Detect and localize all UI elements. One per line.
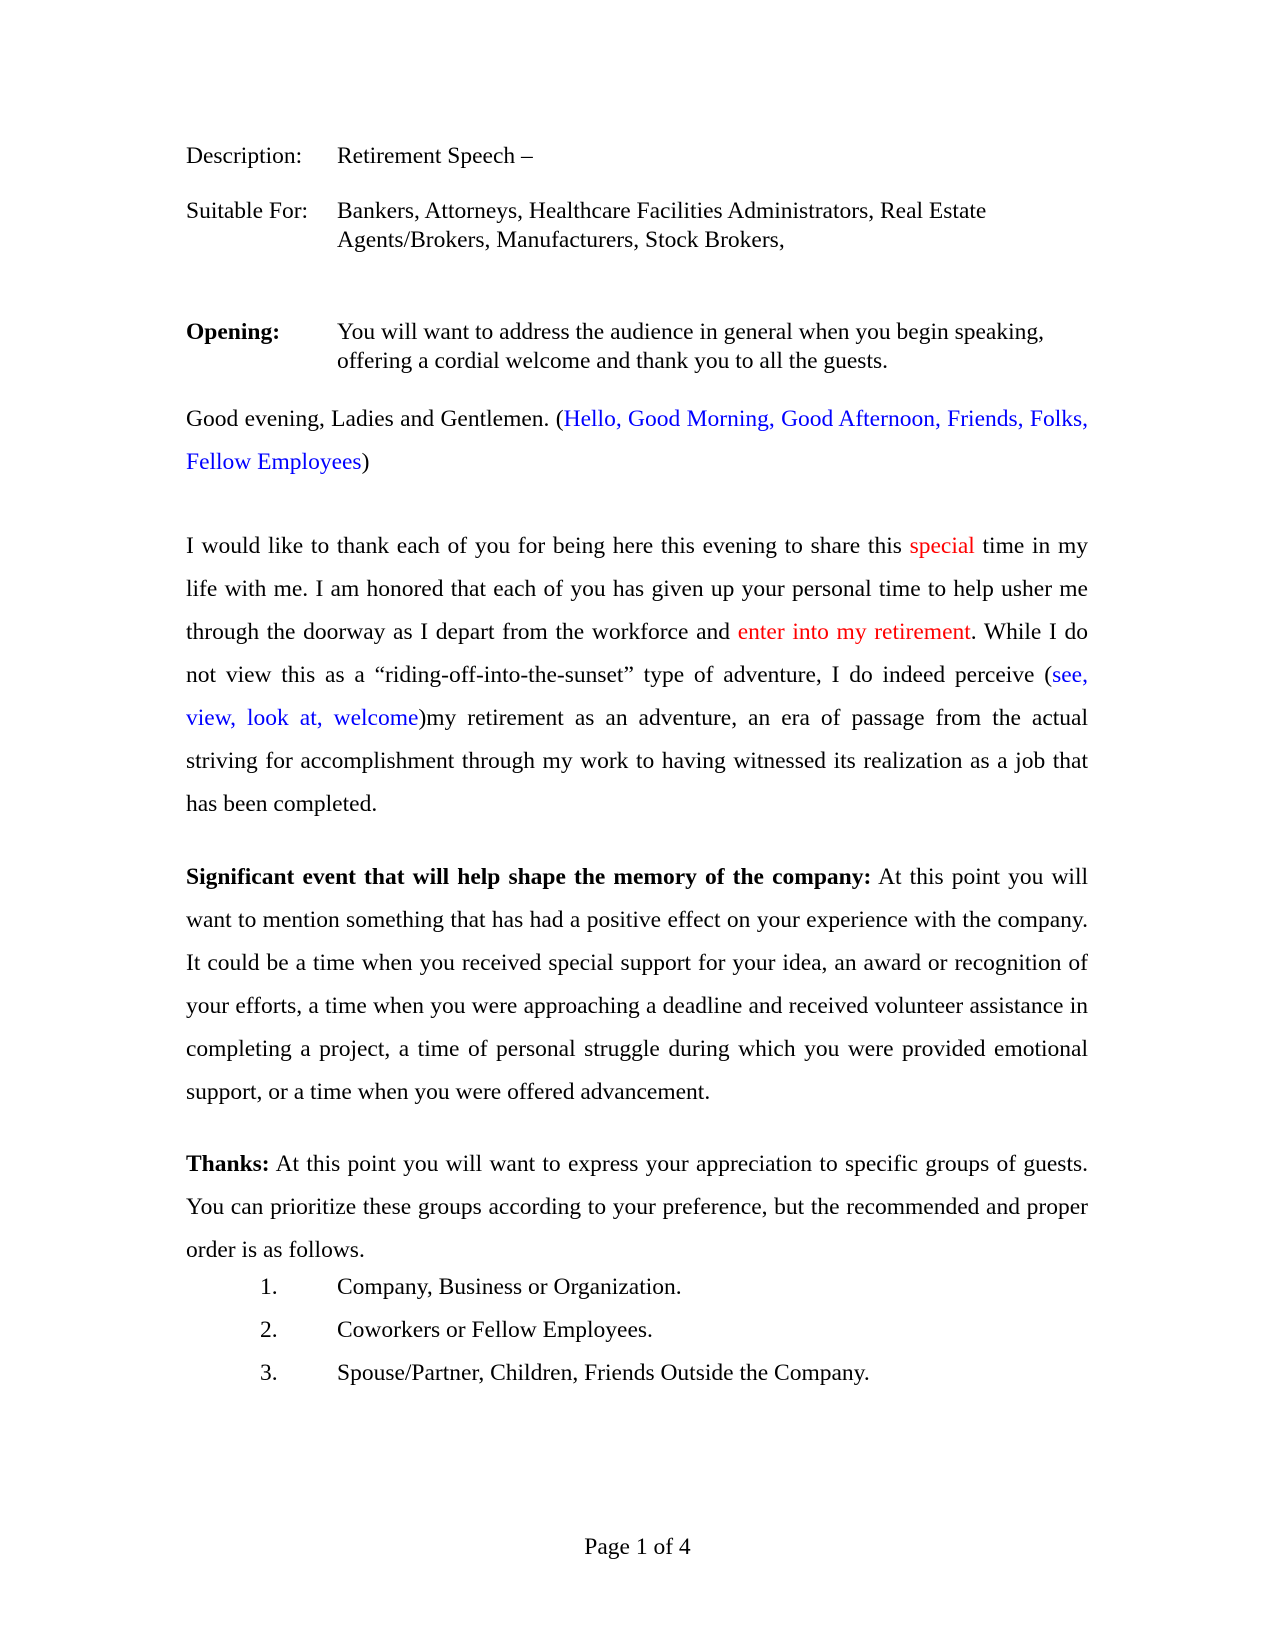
suitable-for-label: Suitable For: [186, 198, 309, 224]
page-number: Page 1 of 4 [584, 1534, 691, 1560]
list-number: 2. [260, 1317, 278, 1343]
greeting-text: Good evening, Ladies and Gentlemen. ( [186, 406, 564, 432]
description-label: Description: [186, 143, 303, 169]
thanks-text-3: . While I do not view this as a “riding-off-into-the-sunset” type of adventure, I do indeed perceive ( [186, 619, 1088, 688]
highlight-retirement: enter into my retirement [737, 619, 971, 645]
opening-label: Opening: [186, 319, 281, 345]
thanks-text-4: )my retirement as an adventure, an era of passage from the actual striving for accomplishment through my work to having witnessed its realization as a job that has been completed. [186, 705, 1088, 817]
significant-event-heading: Significant event that will help shape the memory of the company: [186, 864, 872, 890]
thanks-paragraph [186, 525, 1088, 826]
greeting-alternatives: Hello, Good Morning, Good Afternoon, Friends, Folks, Fellow Employees [186, 406, 1089, 475]
list-number: 1. [260, 1274, 278, 1300]
list-text: Company, Business or Organization. [337, 1274, 682, 1300]
greeting-close: ) [361, 449, 370, 475]
opening-value: You will want to address the audience in general when you begin speaking, offering a cordial welcome and thank you to all the guests. [337, 319, 1045, 374]
list-text: Coworkers or Fellow Employees. [337, 1317, 653, 1343]
list-number: 3. [260, 1360, 278, 1386]
thanks-text-2: time in my life with me. I am honored that each of you has given up your personal time to help usher me through the doorway as I depart from the workforce and [186, 533, 1089, 645]
thanks-section-heading: Thanks: [186, 1151, 270, 1177]
thanks-section-text: At this point you will want to express your appreciation to specific groups of guests. You can prioritize these groups according to your preference, but the recommended and proper order is as follows. [186, 1151, 1088, 1263]
greeting-paragraph [186, 398, 1088, 484]
significant-event-paragraph [186, 856, 1088, 1114]
significant-event-text: At this point you will want to mention something that has had a positive effect on your experience with the company. It could be a time when you received special support for your idea, an award or recognition of your efforts, a time when you were approaching a deadline and received volunteer assistance in completing a project, a time of personal struggle during which you were provided emotional support, or a time when you were offered advancement. [186, 864, 1088, 1105]
highlight-special: special [909, 533, 975, 559]
description-value: Retirement Speech – [337, 143, 533, 169]
perceive-alternatives: see, view, look at, welcome [186, 662, 1088, 731]
suitable-for-value: Bankers, Attorneys, Healthcare Facilities Administrators, Real Estate Agents/Brokers, Manufacturers, Stock Brokers, [337, 198, 987, 253]
list-text: Spouse/Partner, Children, Friends Outside the Company. [337, 1360, 870, 1386]
thanks-section-paragraph [186, 1143, 1088, 1272]
thanks-text-1: I would like to thank each of you for being here this evening to share this [186, 533, 910, 559]
